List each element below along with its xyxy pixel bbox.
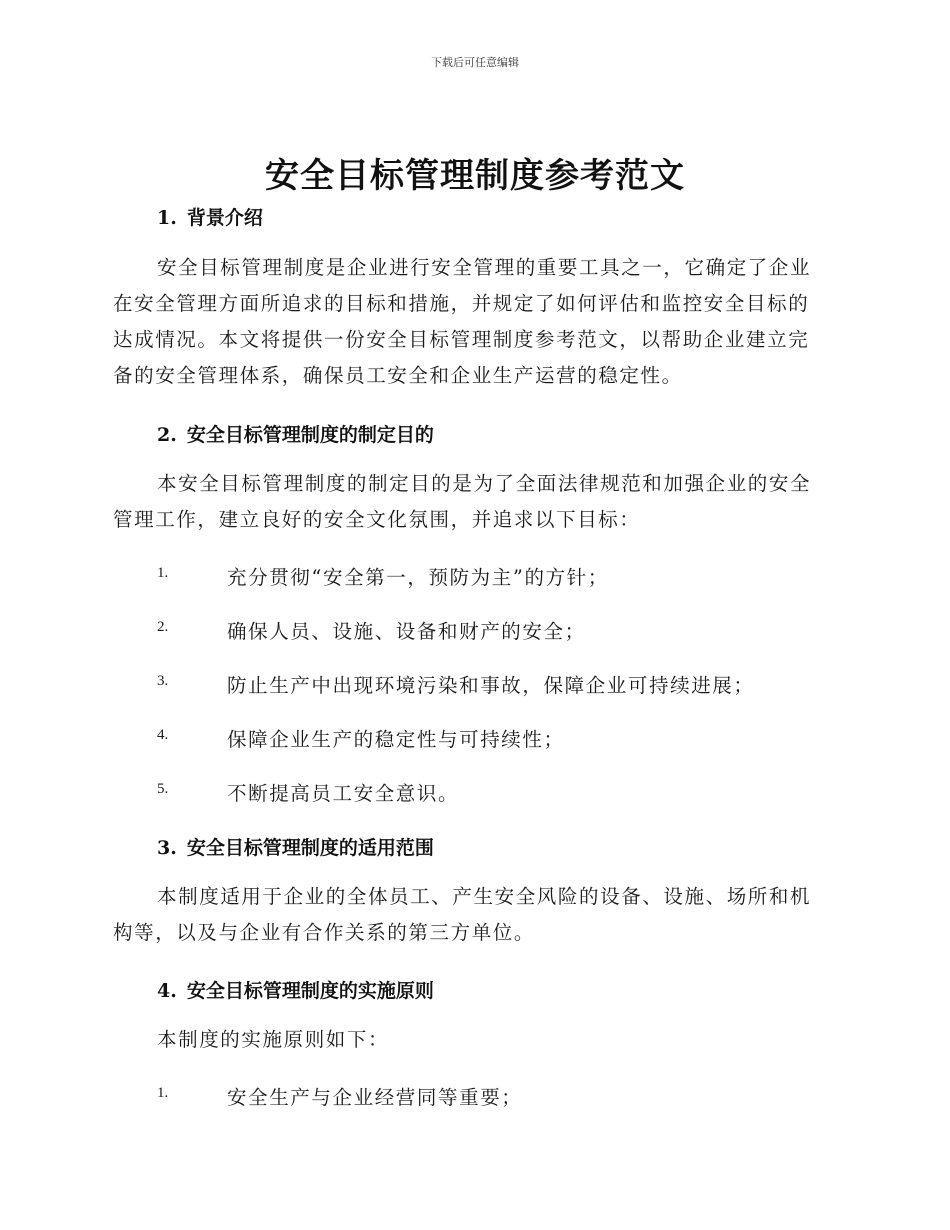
paragraph-line: 在安全管理方面所追求的目标和措施，并规定了如何评估和监控安全目标的 [113,292,810,315]
section-title: 安全目标管理制度的实施原则 [186,980,434,1002]
document-title: 安全目标管理制度参考范文 [265,156,685,196]
section-title: 背景介绍 [186,207,263,229]
list-text: 确保人员、设施、设备和财产的安全； [227,620,586,643]
section-number: 3. [157,837,177,859]
section-heading-2 [157,420,434,447]
list-text: 不断提高员工安全意识。 [227,782,460,805]
paragraph-line: 达成情况。本文将提供一份安全目标管理制度参考范文，以帮助企业建立完 [113,328,810,351]
section-number: 4. [157,980,177,1002]
section-number: 2. [157,424,177,446]
section-heading-3 [157,833,434,860]
list-text: 安全生产与企业经营同等重要； [227,1086,523,1109]
paragraph-line: 本制度适用于企业的全体员工、产生安全风险的设备、设施、场所和机 [157,885,812,908]
paragraph-line: 构等，以及与企业有合作关系的第三方单位。 [113,921,536,944]
paragraph-line: 本制度的实施原则如下： [157,1028,390,1051]
list-number: 4. [157,727,169,743]
list-number: 1. [157,565,169,581]
list-text: 防止生产中出现环境污染和事故，保障企业可持续进展； [227,674,755,697]
section-number: 1. [157,207,177,229]
paragraph-line: 安全目标管理制度是企业进行安全管理的重要工具之一，它确定了企业 [157,256,812,279]
section-title: 安全目标管理制度的适用范围 [186,837,434,859]
list-number: 5. [157,781,169,797]
header-note: 下载后可任意编辑 [431,56,519,69]
list-number: 1. [157,1085,169,1101]
list-text: 保障企业生产的稳定性与可持续性； [227,728,565,751]
paragraph-line: 管理工作，建立良好的安全文化氛围，并追求以下目标： [113,508,641,531]
paragraph-line: 本安全目标管理制度的制定目的是为了全面法律规范和加强企业的安全 [157,472,812,495]
list-text: 充分贯彻“安全第一，预防为主”的方针； [227,566,609,589]
section-title: 安全目标管理制度的制定目的 [186,424,434,446]
paragraph-line: 备的安全管理体系，确保员工安全和企业生产运营的稳定性。 [113,364,683,387]
section-heading-1 [157,203,263,230]
list-number: 2. [157,619,169,635]
list-number: 3. [157,673,169,689]
section-heading-4 [157,976,434,1003]
